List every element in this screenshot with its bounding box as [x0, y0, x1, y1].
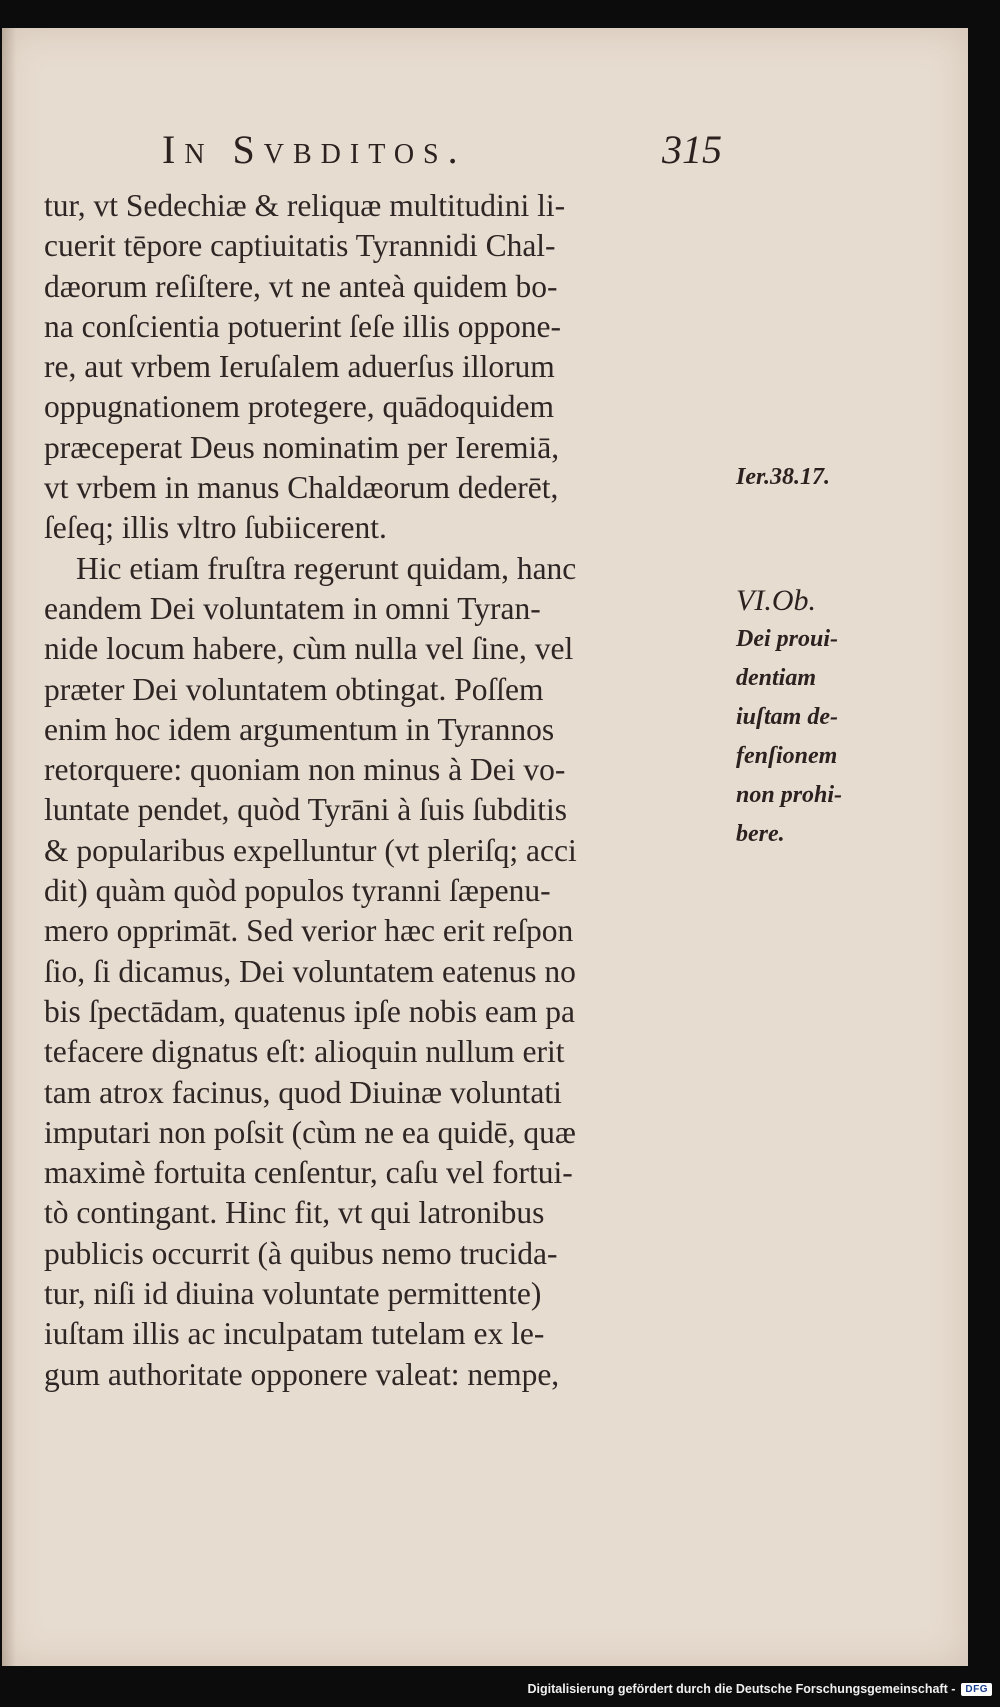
- margin-note-line: bere.: [736, 821, 785, 847]
- text-line: & popularibus expelluntur (vt pleriſq; acci: [44, 832, 577, 868]
- text-line: ſio, ſi dicamus, Dei voluntatem eatenus no: [44, 953, 576, 989]
- paragraph-start-line: Hic etiam fruſtra regerunt quidam, hanc: [76, 550, 577, 586]
- text-line: tur, niſi id diuina voluntate permittente): [44, 1276, 542, 1312]
- margin-note-line: non prohi-: [736, 782, 843, 808]
- text-line: præter Dei voluntatem obtingat. Poſſem: [44, 671, 544, 707]
- text-line: tur, vt Sedechiæ & reliquæ multitudini li-: [44, 188, 566, 223]
- text-line: na conſcientia potuerint ſeſe illis oppone-: [44, 308, 561, 344]
- margin-note-line: fenſionem: [736, 743, 838, 769]
- text-line: imputari non poſsit (cùm ne ea quidē, quæ: [44, 1114, 576, 1150]
- page-number: 315: [662, 127, 722, 172]
- text-line: eandem Dei voluntatem in omni Tyran-: [44, 590, 541, 626]
- credit-text: Digitalisierung gefördert durch die Deutsche Forschungsgemeinschaft -: [527, 1682, 956, 1696]
- text-line: dit) quàm quòd populos tyranni ſæpenu-: [44, 873, 551, 909]
- dfg-logo: DFG: [961, 1683, 992, 1696]
- margin-note-line: Dei proui-: [736, 626, 838, 652]
- text-line: tefacere dignatus eſt: alioquin nullum erit: [44, 1034, 565, 1070]
- margin-note-line: iuſtam de-: [736, 704, 838, 730]
- running-head: In Svbditos.: [162, 127, 467, 172]
- text-line: mero opprimāt. Sed verior hæc erit reſpon: [44, 913, 574, 949]
- main-text: [44, 186, 722, 1395]
- text-line: re, aut vrbem Ieruſalem aduerſus illorum: [44, 349, 555, 385]
- book-page: [2, 28, 968, 1666]
- margin-note-objection: [736, 581, 842, 854]
- page-header: [162, 118, 722, 178]
- text-line: cuerit tēpore captiuitatis Tyrannidi Chal-: [44, 228, 556, 264]
- margin-note-line: VI.Ob.: [736, 584, 816, 617]
- text-line: enim hoc idem argumentum in Tyrannos: [44, 711, 555, 747]
- text-line: publicis occurrit (à quibus nemo trucida-: [44, 1235, 558, 1271]
- text-line: tam atrox facinus, quod Diuinæ voluntati: [44, 1074, 562, 1110]
- text-line: gum authoritate opponere valeat: nempe,: [44, 1356, 560, 1392]
- digitization-credit: [528, 1679, 992, 1699]
- text-line: vt vrbem in manus Chaldæorum dederēt,: [44, 470, 559, 506]
- margin-note-line: dentiam: [736, 665, 817, 691]
- margin-note-scripture-ref: [736, 458, 830, 497]
- text-line: præceperat Deus nominatim per Ieremiā,: [44, 429, 560, 465]
- text-line: tò contingant. Hinc fit, vt qui latronibus: [44, 1195, 545, 1231]
- text-line: ſeſeq; illis vltro ſubiicerent.: [44, 510, 387, 546]
- text-line: dæorum reſiſtere, vt ne anteà quidem bo-: [44, 268, 558, 304]
- text-line: iuſtam illis ac inculpatam tutelam ex le-: [44, 1316, 545, 1352]
- text-line: oppugnationem protegere, quādoquidem: [44, 389, 554, 425]
- text-line: luntate pendet, quòd Tyrāni à ſuis ſubditis: [44, 792, 568, 828]
- text-line: retorquere: quoniam non minus à Dei vo-: [44, 752, 566, 788]
- text-line: nide locum habere, cùm nulla vel ſine, vel: [44, 631, 574, 667]
- text-line: bis ſpectādam, quatenus ipſe nobis eam pa: [44, 993, 575, 1029]
- margin-note-line: Ier.38.17.: [736, 464, 831, 490]
- text-line: maximè fortuita cenſentur, caſu vel fortui-: [44, 1155, 573, 1191]
